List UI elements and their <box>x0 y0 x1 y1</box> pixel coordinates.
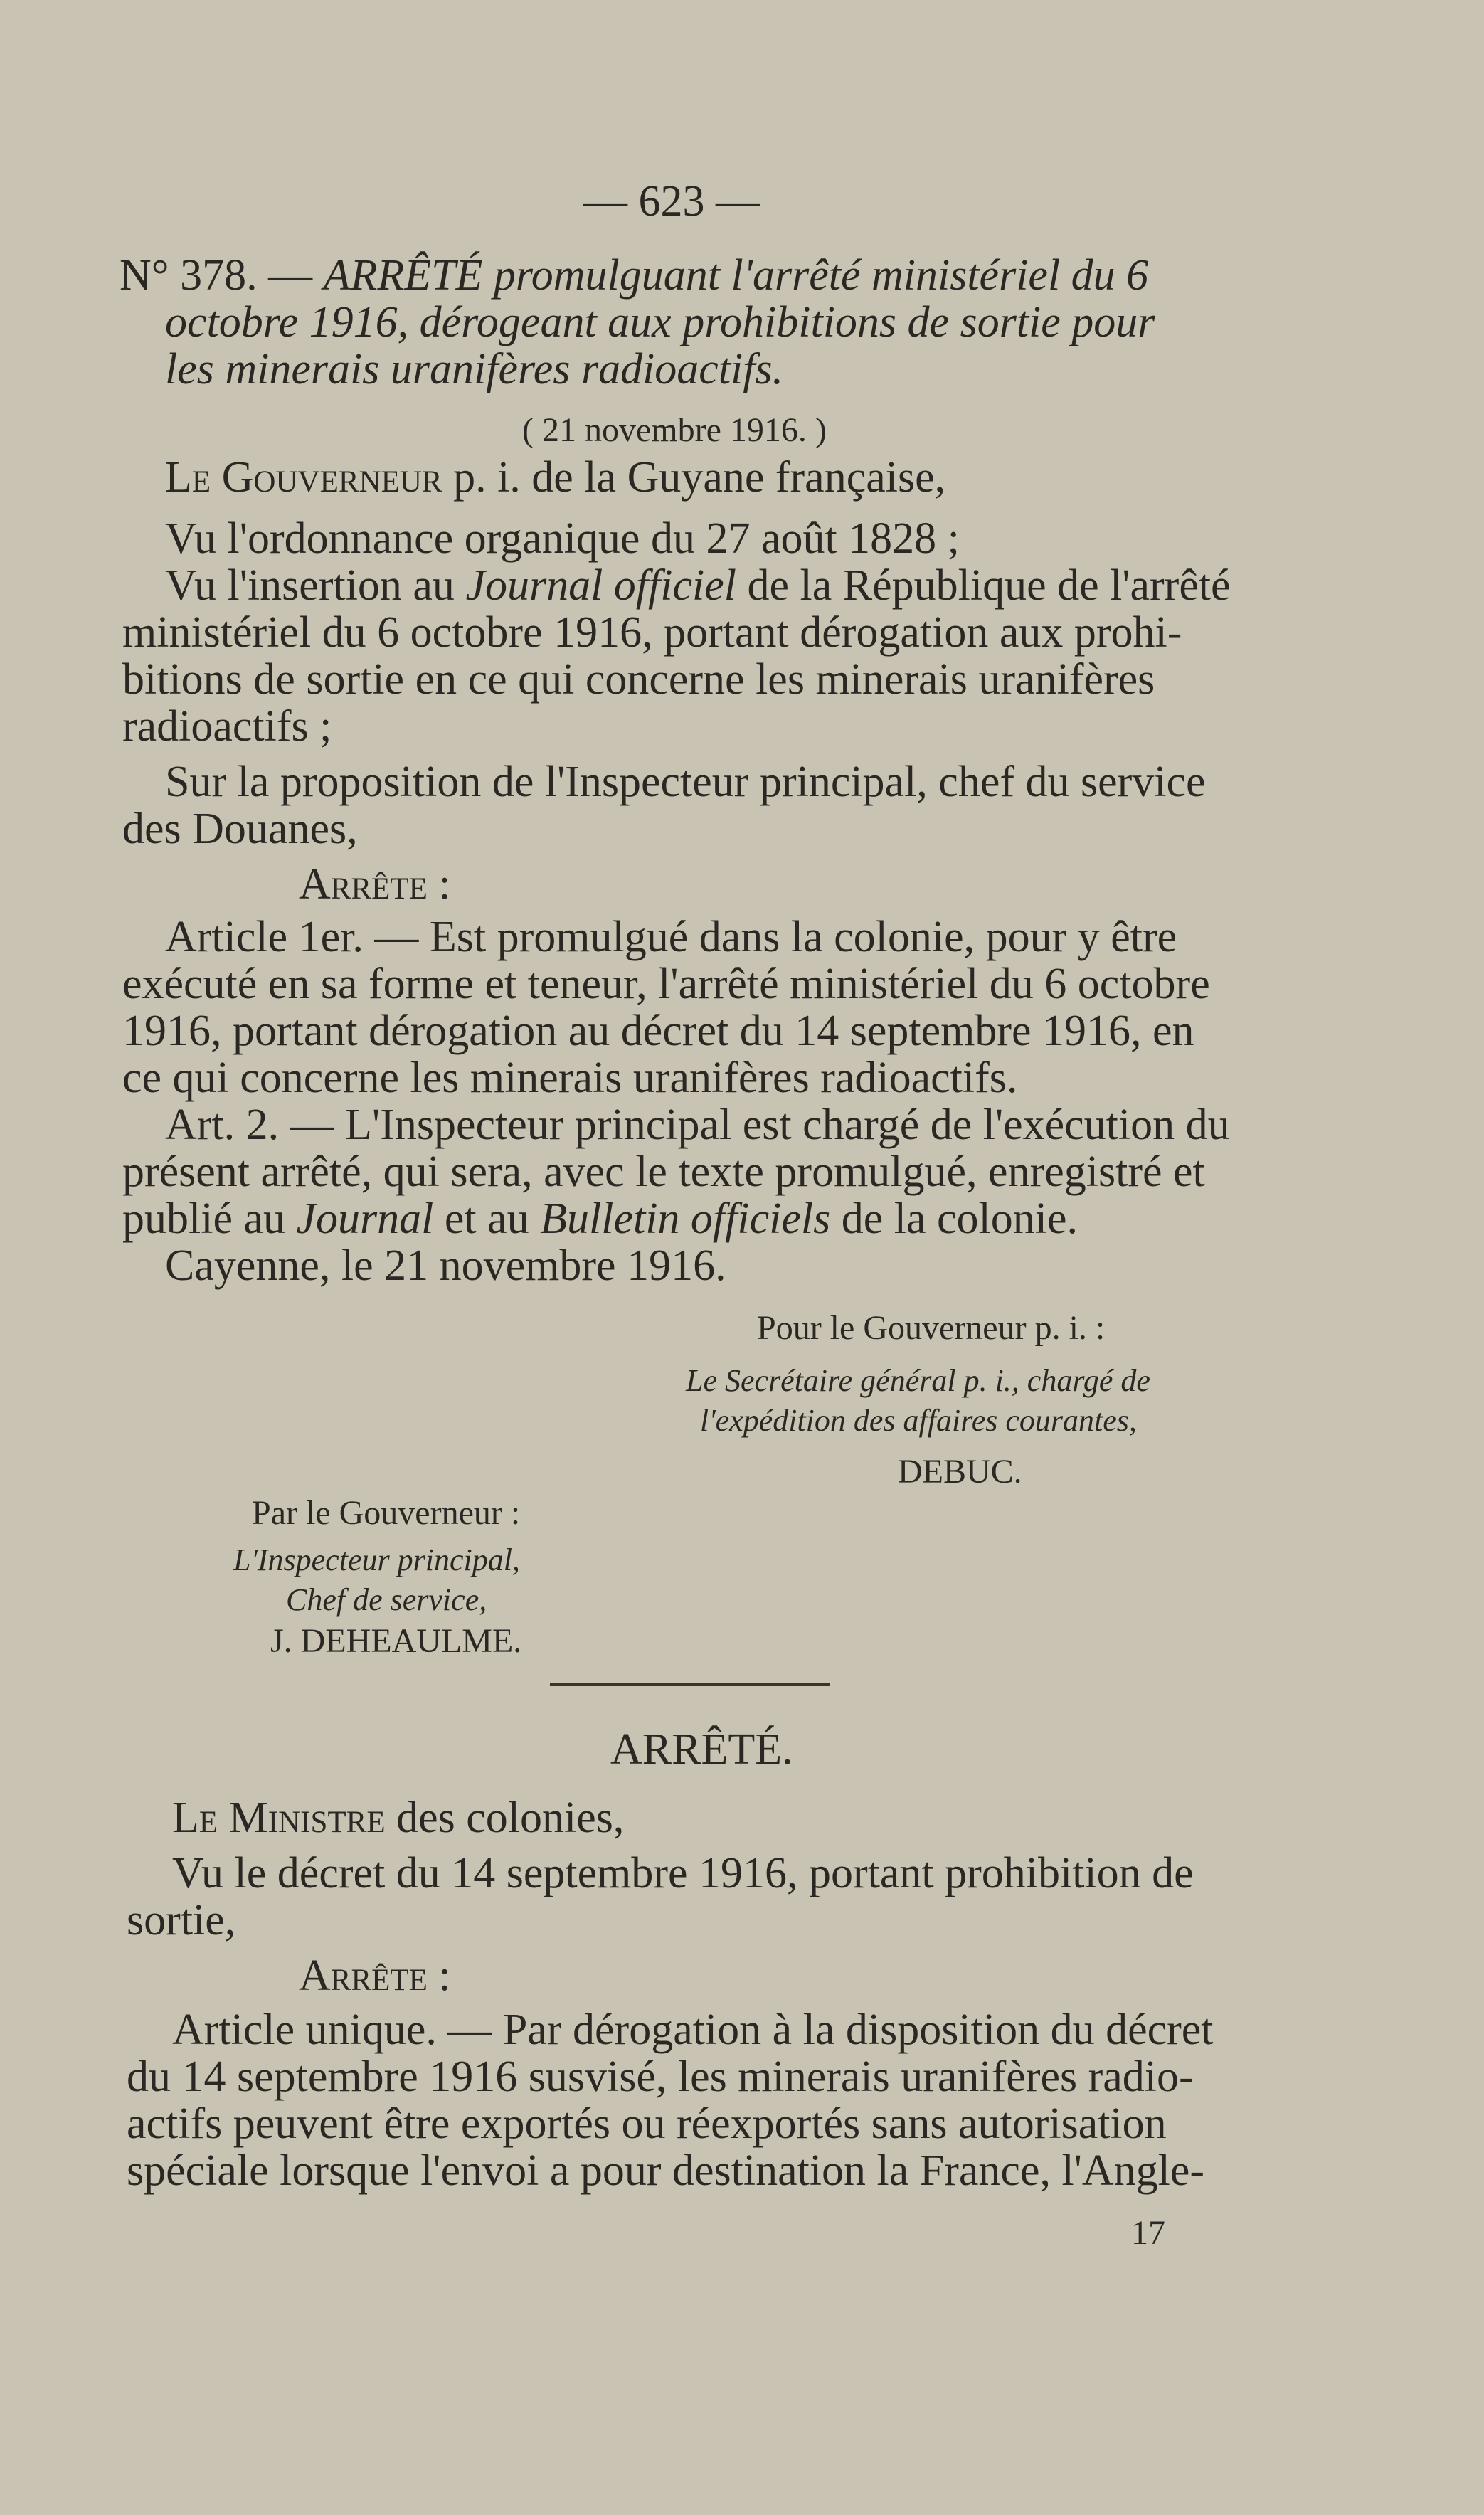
decree-number: N° 378. — <box>120 251 324 300</box>
vu-insertion-line4: radioactifs ; <box>122 702 332 751</box>
vu-insertion-a: Vu l'insertion au <box>165 561 466 610</box>
article-unique-line2: du 14 septembre 1916 susvisé, les minerais uranifères radio- <box>127 2053 1194 2101</box>
page-number: — 623 — <box>583 177 760 226</box>
sign-secretaire-line2: l'expédition des affaires courantes, <box>700 1403 1137 1438</box>
ministerial-vu: Vu le décret du 14 septembre 1916, portant prohibition de <box>172 1849 1194 1897</box>
article-2: Art. 2. — L'Inspecteur principal est chargé de l'exécution du <box>165 1101 1230 1149</box>
bulletin-officiels: Bulletin officiels <box>540 1195 831 1243</box>
vu-insertion-line2: ministériel du 6 octobre 1916, portant dérogation aux prohi- <box>122 608 1182 657</box>
sur-proposition: Sur la proposition de l'Inspecteur principal, chef du service <box>165 758 1206 806</box>
article-1-line3: 1916, portant dérogation au décret du 14 septembre 1916, en <box>122 1007 1194 1055</box>
signature-mark: 17 <box>1131 2214 1165 2252</box>
article-2-line3-a: publié au <box>122 1195 297 1243</box>
par-gouverneur: Par le Gouverneur : <box>252 1494 521 1532</box>
gouverneur-line <box>165 452 945 502</box>
ministre-line <box>172 1793 624 1843</box>
decree-title-line2: octobre 1916, dérogeant aux prohibitions de sortie pour <box>165 298 1155 346</box>
article-2-line3-b: et au <box>433 1195 541 1243</box>
article-unique: Article unique. — Par dérogation à la disposition du décret <box>172 2006 1214 2054</box>
article-2-line3-c: de la colonie. <box>830 1195 1078 1243</box>
place-date: Cayenne, le 21 novembre 1916. <box>165 1241 726 1290</box>
par-name-deheaulme: J. DEHEAULME. <box>270 1622 522 1660</box>
gouverneur-label: Le Gouverneur <box>165 453 442 502</box>
ministerial-heading: ARRÊTÉ. <box>610 1725 793 1774</box>
decree-title <box>120 250 1148 300</box>
article-2-line2: présent arrêté, qui sera, avec le texte promulgué, enregistré et <box>122 1148 1205 1196</box>
par-inspecteur-line2: Chef de service, <box>286 1582 487 1617</box>
article-1-line2: exécuté en sa forme et teneur, l'arrêté ministériel du 6 octobre <box>122 960 1210 1008</box>
sign-name-debuc: DEBUC. <box>898 1453 1022 1491</box>
vu-insertion-b: de la République de l'arrêté <box>736 561 1231 610</box>
ministerial-vu-line2: sortie, <box>127 1896 236 1944</box>
article-2-line3 <box>122 1194 1078 1244</box>
vu-insertion-line3: bitions de sortie en ce qui concerne les minerais uranifères <box>122 655 1155 704</box>
journal-officiel: Journal officiel <box>465 561 736 610</box>
ministre-label: Le Ministre <box>172 1794 386 1842</box>
ministre-rest: des colonies, <box>385 1794 625 1842</box>
gouverneur-rest: p. i. de la Guyane française, <box>442 453 946 502</box>
decree-date: ( 21 novembre 1916. ) <box>522 411 827 449</box>
vu-insertion <box>165 561 1231 610</box>
article-unique-line4: spéciale lorsque l'envoi a pour destination la France, l'Angle- <box>127 2146 1205 2195</box>
par-inspecteur-line1: L'Inspecteur principal, <box>233 1542 520 1577</box>
article-unique-line3: actifs peuvent être exportés ou réexportés sans autorisation <box>127 2100 1167 2148</box>
decree-title-line3: les minerais uranifères radioactifs. <box>165 345 784 393</box>
article-1: Article 1er. — Est promulgué dans la colonie, pour y être <box>165 913 1177 961</box>
arrete-label: Arrête : <box>299 860 451 909</box>
sign-secretaire-line1: Le Secrétaire général p. i., chargé de <box>686 1363 1150 1398</box>
decree-title-italic: ARRÊTÉ promulguant l'arrêté ministériel du 6 <box>323 251 1149 300</box>
vu-ordonnance: Vu l'ordonnance organique du 27 août 1828 ; <box>165 514 960 563</box>
section-divider <box>550 1683 830 1686</box>
sur-proposition-line2: des Douanes, <box>122 805 358 853</box>
ministerial-arrete-label: Arrête : <box>299 1952 451 2000</box>
sign-pour-gouverneur: Pour le Gouverneur p. i. : <box>757 1309 1106 1347</box>
journal: Journal <box>296 1195 434 1243</box>
article-1-line4: ce qui concerne les minerais uranifères radioactifs. <box>122 1054 1018 1102</box>
